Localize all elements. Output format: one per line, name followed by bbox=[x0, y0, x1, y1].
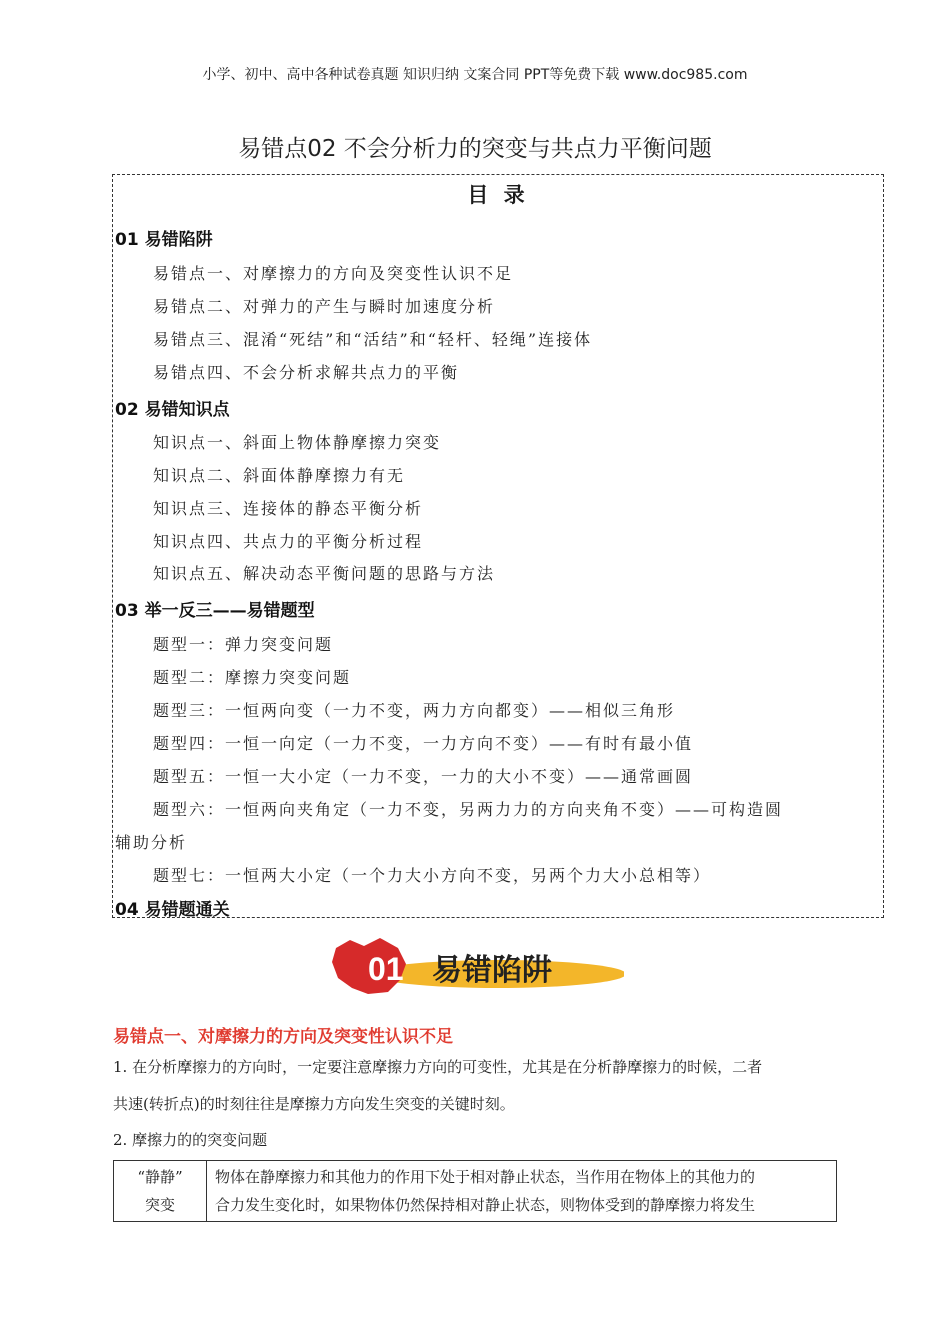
toc-item[interactable]: 题型六：一恒两向夹角定（一力不变，另两力力的方向夹角不变）——可构造圆 bbox=[153, 800, 784, 819]
section-banner bbox=[328, 934, 624, 998]
toc-item[interactable]: 知识点一、斜面上物体静摩擦力突变 bbox=[153, 433, 442, 452]
toc-section-2[interactable]: 02 易错知识点 bbox=[115, 400, 230, 420]
toc-item[interactable]: 题型二：摩擦力突变问题 bbox=[153, 668, 352, 687]
page-title: 易错点02 不会分析力的突变与共点力平衡问题 bbox=[238, 136, 712, 162]
toc-item[interactable]: 题型五：一恒一大小定（一力不变，一力的大小不变）——通常画圆 bbox=[153, 767, 694, 786]
table-body-line: 合力发生变化时，如果物体仍然保持相对静止状态，则物体受到的静摩擦力将发生 bbox=[215, 1196, 756, 1214]
toc-item-wrap[interactable]: 辅助分析 bbox=[115, 833, 188, 852]
toc-section-3[interactable]: 03 举一反三——易错题型 bbox=[115, 601, 315, 621]
toc-item[interactable]: 易错点四、不会分析求解共点力的平衡 bbox=[153, 363, 460, 382]
toc-item[interactable]: 题型四：一恒一向定（一力不变，一力方向不变）——有时有最小值 bbox=[153, 734, 694, 753]
toc-item[interactable]: 题型三：一恒两向变（一力不变，两力方向都变）——相似三角形 bbox=[153, 701, 676, 720]
error-point-heading: 易错点一、对摩擦力的方向及突变性认识不足 bbox=[113, 1027, 453, 1047]
toc-item[interactable]: 题型七：一恒两大小定（一个力大小方向不变，另两个力大小总相等） bbox=[153, 866, 712, 885]
toc-section-4[interactable]: 04 易错题通关 bbox=[115, 900, 230, 920]
toc-item[interactable]: 知识点三、连接体的静态平衡分析 bbox=[153, 499, 424, 518]
toc-heading: 目 录 bbox=[467, 183, 529, 207]
table-header-cell bbox=[114, 1161, 207, 1222]
toc-item[interactable]: 易错点一、对摩擦力的方向及突变性认识不足 bbox=[153, 264, 514, 283]
toc-item[interactable]: 题型一：弹力突变问题 bbox=[153, 635, 334, 654]
toc-item[interactable]: 知识点二、斜面体静摩擦力有无 bbox=[153, 466, 406, 485]
friction-table bbox=[113, 1160, 837, 1222]
toc-section-1[interactable]: 01 易错陷阱 bbox=[115, 230, 213, 250]
paragraph-2: 2. 摩擦力的的突变问题 bbox=[113, 1131, 268, 1149]
table-head-line: “静静” bbox=[137, 1168, 183, 1186]
page-header: 小学、初中、高中各种试卷真题 知识归纳 文案合同 PPT等免费下载 www.doc985.com bbox=[202, 67, 748, 83]
table-body-cell bbox=[207, 1161, 837, 1222]
toc-item[interactable]: 易错点三、混淆“死结”和“活结”和“轻杆、轻绳”连接体 bbox=[153, 330, 593, 349]
paragraph-1-line-2: 共速(转折点)的时刻往往是摩擦力方向发生突变的关键时刻。 bbox=[113, 1095, 515, 1113]
table-head-line: 突变 bbox=[144, 1196, 175, 1214]
toc-box bbox=[112, 174, 884, 918]
toc-item[interactable]: 易错点二、对弹力的产生与瞬时加速度分析 bbox=[153, 297, 496, 316]
banner-label: 易错陷阱 bbox=[432, 953, 552, 988]
paragraph-1-line-1: 1. 在分析摩擦力的方向时，一定要注意摩擦力方向的可变性，尤其是在分析静摩擦力的时候，二者 bbox=[113, 1058, 763, 1076]
toc-item[interactable]: 知识点五、解决动态平衡问题的思路与方法 bbox=[153, 564, 496, 583]
table-body-line: 物体在静摩擦力和其他力的作用下处于相对静止状态，当作用在物体上的其他力的 bbox=[215, 1168, 756, 1186]
toc-item[interactable]: 知识点四、共点力的平衡分析过程 bbox=[153, 532, 424, 551]
table-row bbox=[114, 1161, 837, 1222]
banner-number: 01 bbox=[368, 951, 404, 987]
